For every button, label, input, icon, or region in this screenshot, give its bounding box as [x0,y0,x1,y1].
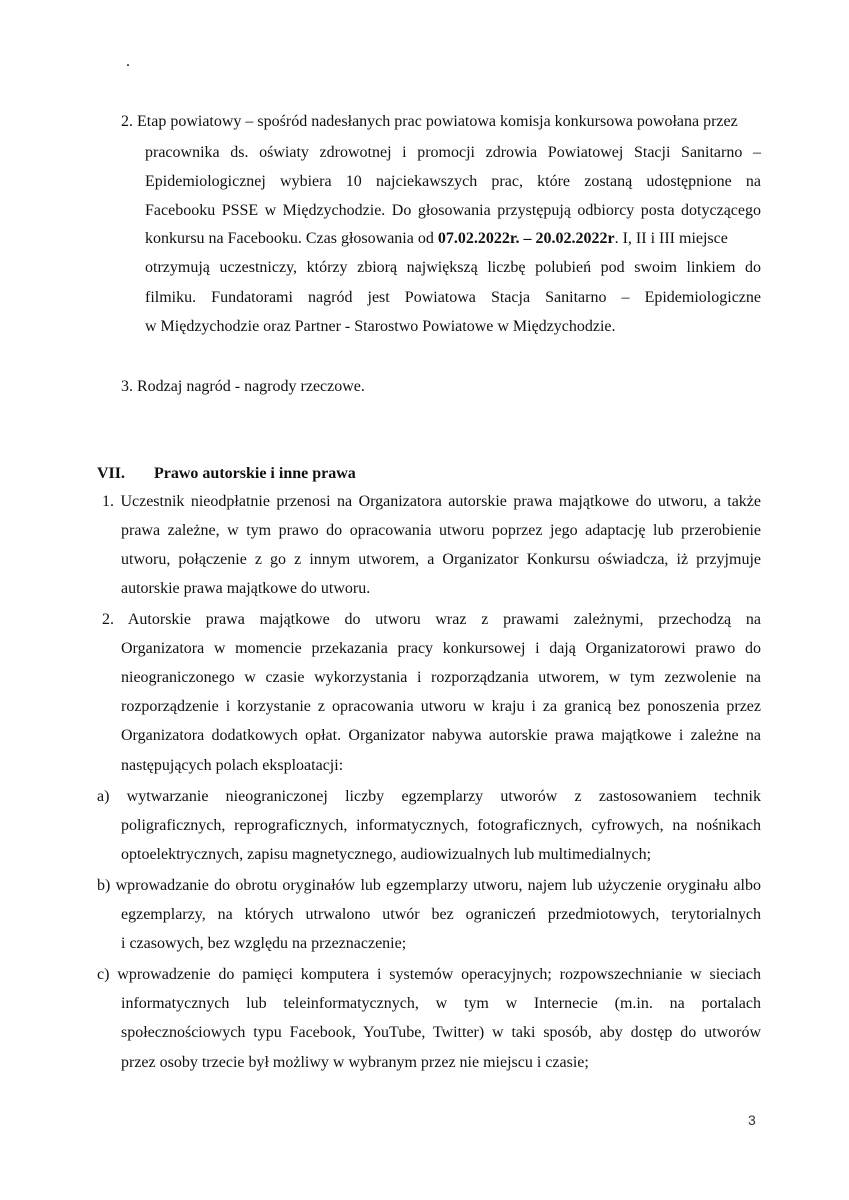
paragraph-2-line-4: rozporządzenie i korzystanie z opracowania utworu w kraju i za granicą bez ponoszenia przez [121,698,761,715]
paragraph-2-line-6: następujących polach eksploatacji: [121,757,344,774]
section-heading [97,464,125,484]
item-b-line-1: b) wprowadzanie do obrotu oryginałów lub egzemplarzy utworu, najem lub użyczenie oryginału albo [97,877,761,894]
item-c-line-4: przez osoby trzecie był możliwy w wybranym przez nie miejscu i czasie; [121,1054,589,1071]
item-c-line-3: społecznościowych typu Facebook, YouTube, Twitter) w taki sposób, aby dostęp do utworów [121,1024,761,1041]
paragraph-1-line-3: utworu, połączenie z go z innym utworem, a Organizator Konkursu oświadcza, iż przyjmuje [121,551,761,568]
section-2-line-5 [145,229,728,249]
section-heading-number: VII. [97,465,126,482]
section-2-line-8: w Międzychodzie oraz Partner - Starostwo Powiatowe w Międzychodzie. [145,318,616,335]
paragraph-2-line-2: Organizatora w momencie przekazania pracy konkursowej i dają Organizatorowi prawo do [121,640,761,657]
item-c-line-2: informatycznych lub teleinformatycznych, w tym w Internecie (m.in. na portalach [121,995,761,1012]
item-a-line-1: a) wytwarzanie nieograniczonej liczby egzemplarzy utworów z zastosowaniem technik [97,788,761,805]
item-a-line-3: optoelektrycznych, zapisu magnetycznego, audiowizualnych lub multimedialnych; [121,846,652,863]
section-2-line-5-text: konkursu na Facebooku. Czas głosowania od [145,230,438,247]
section-2-line-7: filmiku. Fundatorami nagród jest Powiatowa Stacja Sanitarno – Epidemiologiczne [145,289,761,306]
section-heading-title: Prawo autorskie i inne prawa [154,465,356,482]
page-number: 3 [748,1112,756,1128]
item-a-line-2: poligraficznych, reprograficznych, informatycznych, fotograficznych, cyfrowych, na nośnikach [121,817,761,834]
top-mark: . [126,53,130,70]
section-2-line-2: pracownika ds. oświaty zdrowotnej i promocji zdrowia Powiatowej Stacji Sanitarno – [145,144,761,161]
paragraph-2-line-5: Organizatora dodatkowych opłat. Organizator nabywa autorskie prawa majątkowe i zależne na [121,727,761,744]
section-2-line-6: otrzymują uczestniczy, którzy zbiorą największą liczbę polubień pod swoim linkiem do [145,259,761,276]
section-2-line-4: Facebooku PSSE w Międzychodzie. Do głosowania przystępują odbiorcy posta dotyczącego [145,202,761,219]
paragraph-1-line-4: autorskie prawa majątkowe do utworu. [121,580,371,597]
section-2-line-5-tail: . I, II i III miejsce [614,230,728,247]
paragraph-2-line-3: nieograniczonego w czasie wykorzystania i rozporządzania utworem, w tym zezwolenie na [121,669,761,686]
paragraph-1-line-2: prawa zależne, w tym prawo do opracowania utworu poprzez jego adaptację lub przerobienie [121,522,761,539]
item-b-line-2: egzemplarzy, na których utrwalono utwór bez ograniczeń przedmiotowych, terytorialnych [121,906,761,923]
section-2-line-1: 2. Etap powiatowy – spośród nadesłanych prac powiatowa komisja konkursowa powołana przez [121,113,738,130]
section-2-line-3: Epidemiologicznej wybiera 10 najciekawszych prac, które zostaną udostępnione na [145,173,761,190]
section-3: 3. Rodzaj nagród - nagrody rzeczowe. [121,378,365,395]
item-c-line-1: c) wprowadzenie do pamięci komputera i systemów operacyjnych; rozpowszechnianie w sieciach [97,966,761,983]
item-b-line-3: i czasowych, bez względu na przeznaczenie; [121,935,407,952]
paragraph-1-line-1: 1. Uczestnik nieodpłatnie przenosi na Organizatora autorskie prawa majątkowe do utworu, a także [102,493,761,510]
paragraph-2-line-1: 2. Autorskie prawa majątkowe do utworu wraz z prawami zależnymi, przechodzą na [102,611,761,628]
voting-dates: 07.02.2022r. – 20.02.2022r [437,230,615,247]
